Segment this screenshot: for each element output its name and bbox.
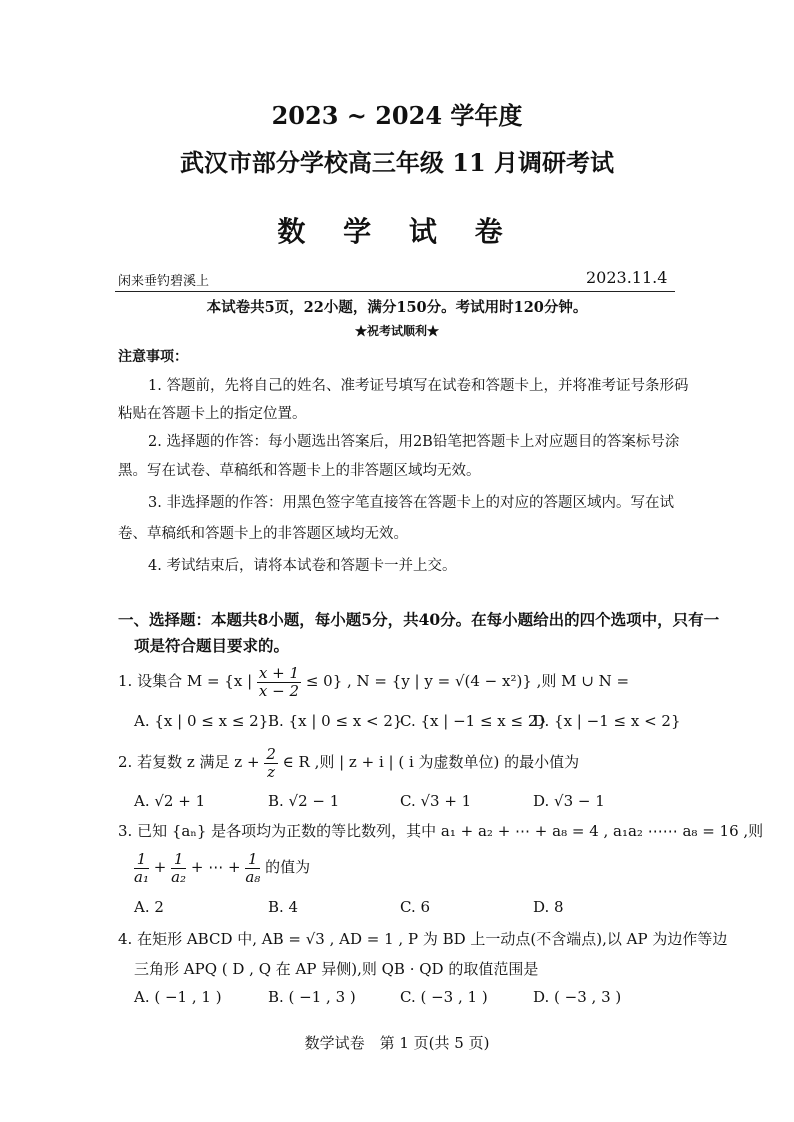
question-3: 3. 已知 {aₙ} 是各项均为正数的等比数列，其中 a₁ + a₂ + ⋯ + a₈ = 4 , a₁a₂ ⋯⋯ a₈ = 16 ,则 [118, 822, 764, 840]
note-4: 4. 考试结束后，请将本试卷和答题卡一并上交。 [148, 558, 457, 574]
q3-frac-1-den: a₁ [134, 867, 149, 886]
note-3-line1: 3. 非选择题的作答：用黑色签字笔直接答在答题卡上的对应的答题区域内。写在试 [148, 495, 674, 511]
q3-plus-2: + ⋯ + [190, 858, 241, 876]
section-1-heading: 一、选择题：本题共8小题，每小题5分，共40分。在每小题给出的四个选项中，只有一 [118, 610, 720, 629]
question-4-line1: 4. 在矩形 ABCD 中, AB = √3 , AD = 1 , P 为 BD 上一动点(不含端点),以 AP 为边作等边 [118, 930, 728, 948]
q3-option-d: D. 8 [533, 898, 564, 916]
good-luck-banner: ★祝考试顺利★ [354, 324, 439, 338]
q4-option-b: B. ( −1 , 3 ) [268, 988, 356, 1006]
note-2-line1: 2. 选择题的作答：每小题选出答案后，用2B铅笔把答题卡上对应题目的答案标号涂 [148, 434, 680, 450]
q1-stem-a: 1. 设集合 M = {x | [118, 672, 253, 690]
question-1 [118, 663, 629, 700]
q1-option-d: D. {x | −1 ≤ x < 2} [533, 712, 681, 730]
exam-title: 武汉市部分学校高三年级 11 月调研考试 [179, 148, 615, 177]
exam-date: 2023.11.4 [586, 268, 668, 287]
note-1-line2: 粘贴在答题卡上的指定位置。 [118, 406, 307, 422]
q4-option-a: A. ( −1 , 1 ) [134, 988, 222, 1006]
q3-frac-3-den: a₈ [245, 867, 261, 886]
header-divider [115, 291, 675, 292]
q1-fraction [257, 665, 301, 700]
q1-stem-b: ≤ 0} , N = {y | y = √(4 − x²)} ,则 M ∪ N = [305, 672, 630, 690]
question-4-line2: 三角形 APQ ( D , Q 在 AP 异侧),则 QB · QD 的取值范围是 [134, 960, 539, 978]
q3-frac-2-num: 1 [171, 851, 186, 869]
q1-option-b: B. {x | 0 ≤ x < 2} [268, 712, 403, 730]
q2-stem-b: ∈ R ,则 | z + i | ( i 为虚数单位) 的最小值为 [282, 753, 580, 771]
page-footer: 数学试卷 第 1 页(共 5 页) [304, 1034, 490, 1052]
school-year: 2023 ~ 2024 学年度 [271, 101, 523, 130]
q3-plus-1: + [153, 858, 167, 876]
q1-frac-den: x − 2 [258, 681, 300, 700]
q2-stem-a: 2. 若复数 z 满足 z + [118, 753, 260, 771]
q3-frac-1-num: 1 [134, 851, 149, 869]
watermark-text: 闲来垂钓碧溪上 [118, 274, 210, 289]
q3-frac-2 [171, 851, 186, 886]
q2-option-a: A. √2 + 1 [134, 792, 206, 810]
q3-option-a: A. 2 [134, 898, 164, 916]
q3-option-c: C. 6 [400, 898, 431, 916]
question-2 [118, 744, 579, 781]
q2-frac-num: 2 [266, 744, 276, 763]
q2-option-d: D. √3 − 1 [533, 792, 605, 810]
q3-frac-1 [134, 851, 149, 886]
q2-option-c: C. √3 + 1 [400, 792, 472, 810]
q3-sum-expression [134, 848, 310, 886]
q2-frac-den: z [267, 762, 276, 781]
q4-option-c: C. ( −3 , 1 ) [400, 988, 488, 1006]
note-1-line1: 1. 答题前，先将自己的姓名、准考证号填写在试卷和答题卡上，并将准考证号条形码 [148, 378, 689, 394]
section-1-heading-cont: 项是符合题目要求的。 [134, 636, 290, 655]
q3-frac-3-num: 1 [245, 851, 260, 869]
note-2-line2: 黑。写在试卷、草稿纸和答题卡上的非答题区域均无效。 [118, 463, 481, 479]
notes-heading: 注意事项： [118, 349, 188, 365]
q2-option-b: B. √2 − 1 [268, 792, 340, 810]
q1-frac-num: x + 1 [258, 663, 300, 682]
note-3-line2: 卷、草稿纸和答题卡上的非答题区域均无效。 [118, 526, 408, 542]
q1-option-a: A. {x | 0 ≤ x ≤ 2} [134, 712, 269, 730]
q3-frac-3 [245, 851, 260, 886]
q2-fraction [264, 746, 278, 781]
subject-title: 数 学 试 卷 [277, 215, 517, 248]
q1-option-c: C. {x | −1 ≤ x ≤ 2} [400, 712, 547, 730]
q3-stem-end: 的值为 [265, 858, 311, 876]
q3-frac-2-den: a₂ [171, 867, 187, 886]
q4-option-d: D. ( −3 , 3 ) [533, 988, 622, 1006]
exam-info: 本试卷共5页，22小题，满分150分。考试用时120分钟。 [206, 299, 588, 316]
q3-option-b: B. 4 [268, 898, 299, 916]
